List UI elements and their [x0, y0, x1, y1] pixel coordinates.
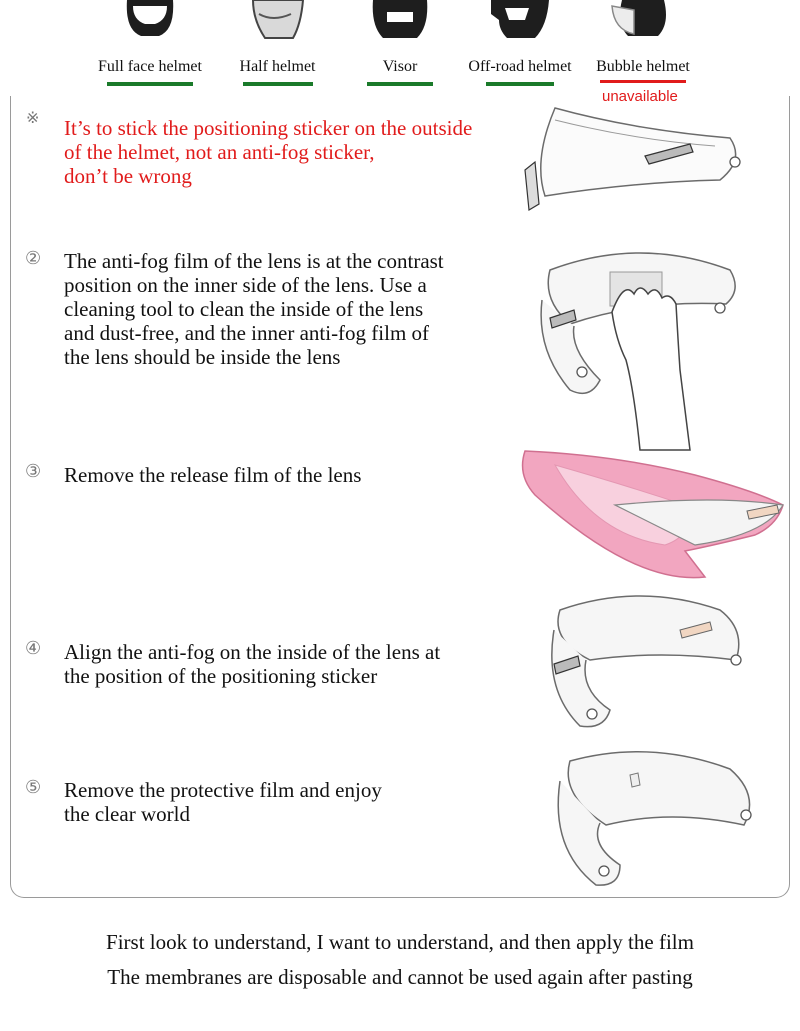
footer-line-2: The membranes are disposable and cannot be used again after pasting: [107, 965, 693, 989]
bubble-helmet-icon: [608, 0, 678, 42]
visor-helmet-icon: [365, 0, 435, 42]
warning-note: [64, 116, 472, 188]
helmet-type-label: Half helmet: [239, 58, 316, 75]
footer-line-1: First look to understand, I want to understand, and then apply the film: [106, 930, 694, 954]
step-line: and dust-free, and the inner anti-fog film of: [64, 321, 430, 345]
helmet-type-label: Full face helmet: [98, 58, 202, 75]
step-4-text: [64, 640, 440, 688]
release-film-illustration: [515, 445, 785, 590]
full-face-helmet-icon: [115, 0, 185, 42]
align-film-illustration: [540, 590, 760, 735]
unavailable-label: unavailable: [602, 88, 678, 105]
step-number: ③: [25, 461, 42, 482]
step-line: the position of the positioning sticker: [64, 664, 378, 688]
step-number: ②: [25, 248, 42, 269]
available-bar: [486, 82, 554, 86]
step-2-text: [64, 249, 444, 369]
available-bar: [243, 82, 313, 86]
off-road-helmet-icon: [485, 0, 555, 42]
step-line: position on the inner side of the lens. Use a: [64, 273, 427, 297]
step-number: ⑤: [25, 777, 42, 798]
step-line: the clear world: [64, 802, 190, 826]
step-line: The anti-fog film of the lens is at the contrast: [64, 249, 444, 273]
helmet-type-label: Off-road helmet: [468, 58, 572, 75]
step-3-text: [64, 463, 361, 487]
half-helmet-icon: [243, 0, 313, 42]
step-line: Align the anti-fog on the inside of the lens at: [64, 640, 441, 664]
helmet-type-label: Visor: [382, 58, 418, 75]
unavailable-bar: [600, 80, 686, 83]
helmet-type-strip: [0, 0, 800, 110]
step-number: ④: [25, 638, 42, 659]
step-line: Remove the protective film and enjoy: [64, 778, 382, 802]
step-line: cleaning tool to clean the inside of the lens: [64, 297, 424, 321]
step-line: Remove the release film of the lens: [64, 463, 362, 487]
helmet-type-label: Bubble helmet: [596, 58, 690, 75]
note-marker: ※: [26, 108, 40, 127]
warning-line: It’s to stick the positioning sticker on the outside: [64, 116, 473, 140]
step-line: the lens should be inside the lens: [64, 345, 341, 369]
finished-lens-illustration: [550, 745, 770, 890]
available-bar: [367, 82, 433, 86]
lens-sticker-illustration: [515, 100, 745, 215]
available-bar: [107, 82, 193, 86]
warning-line: of the helmet, not an anti-fog sticker,: [64, 140, 375, 164]
warning-line: don’t be wrong: [64, 164, 192, 188]
step-5-text: [64, 778, 382, 826]
lens-cleaning-illustration: [530, 240, 770, 460]
